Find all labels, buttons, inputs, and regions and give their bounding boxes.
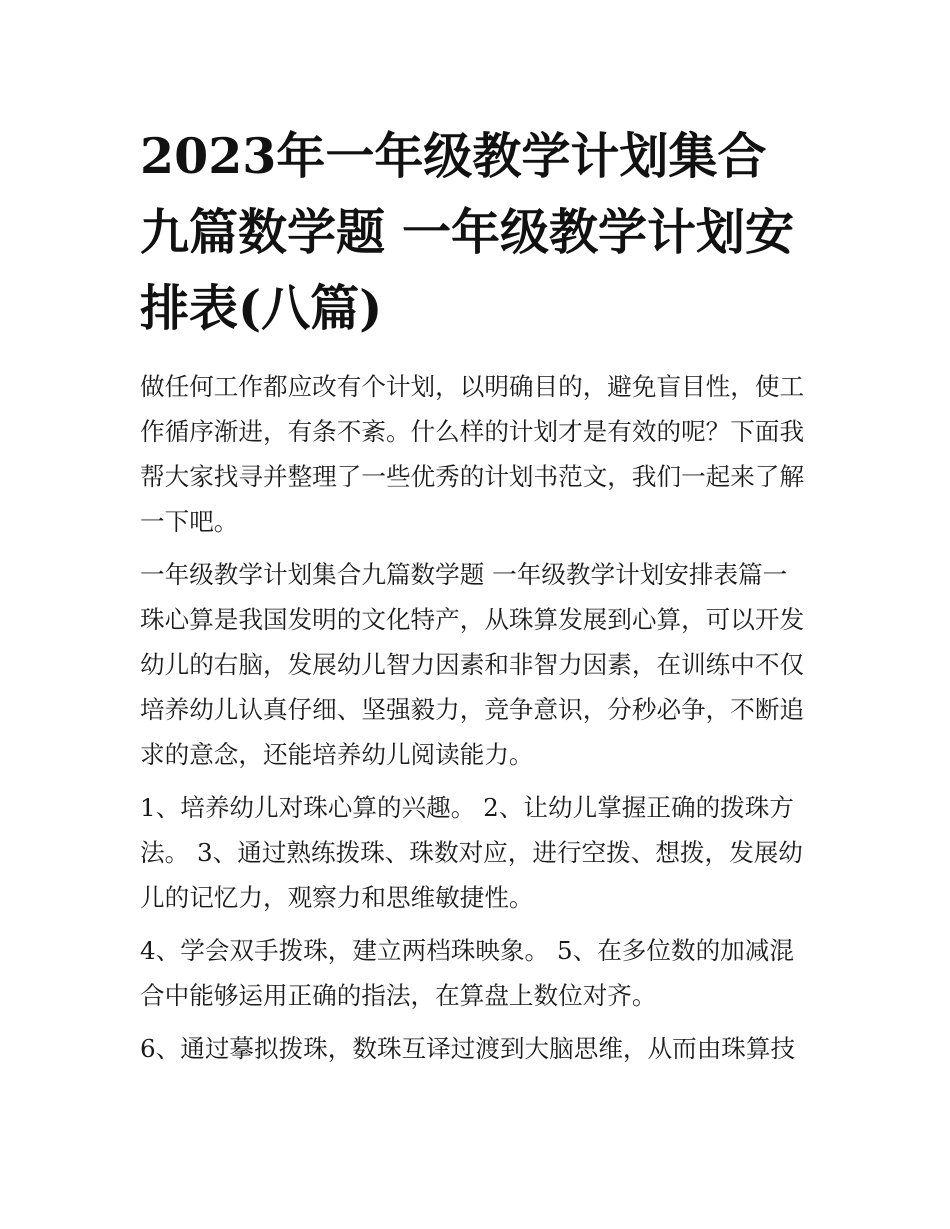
document-title: 2023年一年级教学计划集合九篇数学题 一年级教学计划安排表(八篇)	[140, 127, 795, 337]
goal-paragraph: 4、学会双手拨珠，建立两档珠映象。 5、在多位数的加减混合中能够运用正确的指法，在算盘上数位对齐。	[140, 936, 794, 1010]
intro-paragraph: 做任何工作都应改有个计划，以明确目的，避免盲目性，使工作循序渐进，有条不紊。什么样的计划才是有效的呢？下面我帮大家找寻并整理了一些优秀的计划书范文，我们一起来了解一下吧。	[140, 372, 805, 536]
section-heading: 一年级教学计划集合九篇数学题 一年级教学计划安排表篇一	[140, 560, 788, 589]
goal-paragraph: 1、培养幼儿对珠心算的兴趣。 2、让幼儿掌握正确的拨珠方法。 3、通过熟练拨珠、珠数对应，进行空拨、想拨，发展幼儿的记忆力，观察力和思维敏捷性。	[140, 793, 803, 912]
document-content	[140, 118, 815, 1079]
body-paragraph: 珠心算是我国发明的文化特产，从珠算发展到心算，可以开发幼儿的右脑，发展幼儿智力因素和非智力因素，在训练中不仅培养幼儿认真仔细、坚强毅力，竞争意识，分秒必争，不断追求的意念，还能培养幼儿阅读能力。	[140, 605, 805, 769]
goal-paragraph: 6、通过摹拟拨珠，数珠互译过渡到大脑思维，从而由珠算技	[140, 1034, 796, 1063]
